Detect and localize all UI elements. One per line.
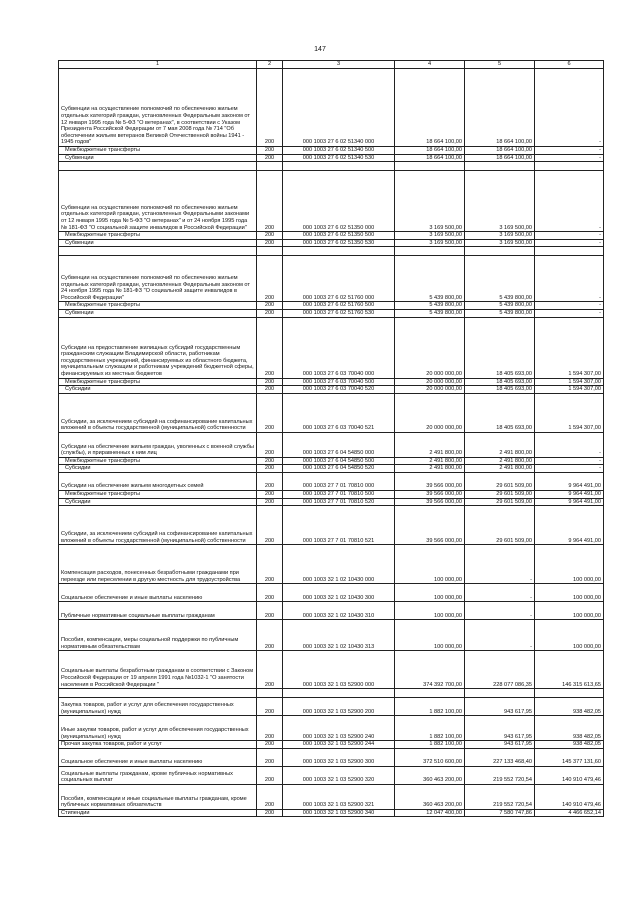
header-col-1: 1 <box>59 61 257 69</box>
row-executed: - <box>465 602 535 620</box>
row-executed: 18 664 100,00 <box>465 154 535 162</box>
row-approved: 20 000 000,00 <box>395 393 465 432</box>
row-budget-code: 000 1003 27 6 04 54850 000 <box>283 432 395 457</box>
row-executed: - <box>465 584 535 602</box>
row-approved: 18 664 100,00 <box>395 147 465 155</box>
row-code: 200 <box>257 766 283 784</box>
row-unexecuted: - <box>535 465 604 473</box>
row-executed: 5 439 800,00 <box>465 302 535 310</box>
row-approved <box>395 162 465 171</box>
row-name <box>59 689 257 698</box>
table-row <box>59 457 604 465</box>
row-approved: 12 047 400,00 <box>395 809 465 817</box>
row-budget-code <box>283 689 395 698</box>
row-executed: 18 405 693,00 <box>465 386 535 394</box>
row-code: 200 <box>257 784 283 809</box>
row-approved: 3 169 500,00 <box>395 171 465 232</box>
table-row <box>59 239 604 247</box>
row-unexecuted: - <box>535 154 604 162</box>
row-code: 200 <box>257 171 283 232</box>
row-unexecuted: - <box>535 309 604 317</box>
row-budget-code: 000 1003 27 6 02 51340 530 <box>283 154 395 162</box>
row-budget-code: 000 1003 27 6 02 51340 500 <box>283 147 395 155</box>
row-approved: 2 491 800,00 <box>395 457 465 465</box>
row-budget-code: 000 1003 27 6 03 70040 000 <box>283 317 395 378</box>
row-name: Субсидии, за исключением субсидий на софинансирование капитальных вложений в объекты государственной (муниципальной) собственности <box>59 506 257 545</box>
row-unexecuted: - <box>535 432 604 457</box>
row-unexecuted: 100 000,00 <box>535 620 604 651</box>
table-row <box>59 651 604 689</box>
table-row <box>59 766 604 784</box>
row-name: Субсидии <box>59 498 257 506</box>
table-row <box>59 69 604 147</box>
row-unexecuted: 100 000,00 <box>535 545 604 584</box>
row-code: 200 <box>257 256 283 302</box>
row-name: Субсидии на предоставление жилищных субсидий государственным гражданским служащим Владимирской области, работникам государственных учреждений, финансируемых из областного бюджета, муниципальным служащим и работникам учреждений бюджетной сферы, финансируемых из местных бюджетов <box>59 317 257 378</box>
row-executed: 219 552 720,54 <box>465 766 535 784</box>
row-code: 200 <box>257 741 283 749</box>
table-row <box>59 716 604 741</box>
row-executed <box>465 247 535 256</box>
table-row <box>59 232 604 240</box>
row-executed: 2 491 800,00 <box>465 465 535 473</box>
row-approved: 18 664 100,00 <box>395 154 465 162</box>
table-body <box>59 69 604 817</box>
row-approved: 374 392 700,00 <box>395 651 465 689</box>
table-row <box>59 317 604 378</box>
row-code: 200 <box>257 620 283 651</box>
table-row <box>59 741 604 749</box>
row-code: 200 <box>257 651 283 689</box>
row-code: 200 <box>257 317 283 378</box>
row-budget-code: 000 1003 32 1 03 52900 240 <box>283 716 395 741</box>
row-name: Субсидии <box>59 386 257 394</box>
row-budget-code: 000 1003 32 1 03 52900 200 <box>283 698 395 716</box>
spacer-row <box>59 689 604 698</box>
row-budget-code: 000 1003 27 6 02 51760 000 <box>283 256 395 302</box>
row-code: 200 <box>257 147 283 155</box>
row-executed: 29 601 509,00 <box>465 498 535 506</box>
row-code <box>257 689 283 698</box>
row-budget-code: 000 1003 32 1 03 52900 244 <box>283 741 395 749</box>
row-approved <box>395 247 465 256</box>
row-unexecuted <box>535 689 604 698</box>
row-executed: 5 439 800,00 <box>465 256 535 302</box>
table-row <box>59 256 604 302</box>
row-executed: 3 169 500,00 <box>465 232 535 240</box>
row-unexecuted <box>535 247 604 256</box>
row-unexecuted: 145 377 131,60 <box>535 748 604 766</box>
row-name: Пособия, компенсации и иные социальные выплаты гражданам, кроме публичных нормативных обязательств <box>59 784 257 809</box>
row-budget-code: 000 1003 32 1 02 10430 000 <box>283 545 395 584</box>
row-approved: 39 566 000,00 <box>395 472 465 490</box>
row-name: Субсидии, за исключением субсидий на софинансирование капитальных вложений в объекты государственной (муниципальной) собственности <box>59 393 257 432</box>
row-code: 200 <box>257 69 283 147</box>
row-approved: 1 882 100,00 <box>395 716 465 741</box>
table-row <box>59 545 604 584</box>
row-unexecuted: 9 964 491,00 <box>535 506 604 545</box>
row-code: 200 <box>257 716 283 741</box>
row-executed: 18 405 693,00 <box>465 378 535 386</box>
row-name: Межбюджетные трансферты <box>59 378 257 386</box>
row-executed: 943 617,95 <box>465 698 535 716</box>
row-name: Субсидии на обеспечение жильем граждан, уволенных с военной службы (службы), и приравненных к ним лиц <box>59 432 257 457</box>
row-budget-code: 000 1003 27 7 01 70810 520 <box>283 498 395 506</box>
row-name: Публичные нормативные социальные выплаты гражданам <box>59 602 257 620</box>
row-code: 200 <box>257 378 283 386</box>
row-approved: 39 566 000,00 <box>395 490 465 498</box>
row-name: Социальные выплаты безработным гражданам в соответствии с Законом Российской Федерации от 19 апреля 1991 года №1032-1 "О занятости населения в Российской Федерации " <box>59 651 257 689</box>
row-budget-code: 000 1003 32 1 03 52900 300 <box>283 748 395 766</box>
page-number: 147 <box>314 46 326 53</box>
row-unexecuted: 1 594 307,00 <box>535 386 604 394</box>
table-row <box>59 378 604 386</box>
table-row <box>59 498 604 506</box>
row-code: 200 <box>257 498 283 506</box>
row-executed: 29 601 509,00 <box>465 490 535 498</box>
table-row <box>59 490 604 498</box>
row-budget-code: 000 1003 27 6 02 51340 000 <box>283 69 395 147</box>
row-executed <box>465 689 535 698</box>
row-unexecuted: 9 964 491,00 <box>535 472 604 490</box>
row-executed: 3 169 500,00 <box>465 239 535 247</box>
row-name: Субвенции на осуществление полномочий по обеспечению жильем отдельных категорий граждан, установленных Федеральным законом от 12 января 1995 года № 5-ФЗ "О ветеранах", в соответствии с Указом Президента Российской Федерации от 7 мая 2008 года № 714 "Об обеспечении жильем ветеранов Великой Отечественной войны 1941 - 1945 годов" <box>59 69 257 147</box>
row-unexecuted: - <box>535 256 604 302</box>
row-unexecuted: 938 482,05 <box>535 741 604 749</box>
row-unexecuted: 9 964 491,00 <box>535 490 604 498</box>
row-budget-code: 000 1003 27 7 01 70810 500 <box>283 490 395 498</box>
table-row <box>59 784 604 809</box>
row-code: 200 <box>257 698 283 716</box>
row-budget-code: 000 1003 27 6 02 51760 500 <box>283 302 395 310</box>
row-budget-code: 000 1003 32 1 03 52900 320 <box>283 766 395 784</box>
table-row <box>59 472 604 490</box>
table-row <box>59 393 604 432</box>
table-row <box>59 465 604 473</box>
row-budget-code: 000 1003 27 6 03 70040 521 <box>283 393 395 432</box>
header-col-5: 5 <box>465 61 535 69</box>
row-code: 200 <box>257 809 283 817</box>
row-approved: 20 000 000,00 <box>395 386 465 394</box>
row-budget-code: 000 1003 27 7 01 70810 000 <box>283 472 395 490</box>
table-row <box>59 620 604 651</box>
row-name: Субвенции <box>59 239 257 247</box>
row-code: 200 <box>257 472 283 490</box>
header-col-4: 4 <box>395 61 465 69</box>
row-unexecuted: 4 466 652,14 <box>535 809 604 817</box>
row-name: Социальное обеспечение и иные выплаты населению <box>59 748 257 766</box>
row-unexecuted: - <box>535 147 604 155</box>
row-executed: 943 617,95 <box>465 716 535 741</box>
row-budget-code: 000 1003 27 6 02 51350 500 <box>283 232 395 240</box>
row-executed: - <box>465 620 535 651</box>
table-row <box>59 432 604 457</box>
row-approved <box>395 689 465 698</box>
row-unexecuted <box>535 162 604 171</box>
row-code: 200 <box>257 465 283 473</box>
row-approved: 3 169 500,00 <box>395 239 465 247</box>
row-name: Субсидии <box>59 465 257 473</box>
row-name <box>59 162 257 171</box>
row-executed: 3 169 500,00 <box>465 171 535 232</box>
row-code: 200 <box>257 506 283 545</box>
table-row <box>59 386 604 394</box>
row-budget-code: 000 1003 32 1 02 10430 313 <box>283 620 395 651</box>
row-name: Пособия, компенсации, меры социальной поддержки по публичным нормативным обязательствам <box>59 620 257 651</box>
table-row <box>59 584 604 602</box>
spacer-row <box>59 162 604 171</box>
row-executed: 228 077 086,35 <box>465 651 535 689</box>
row-approved: 20 000 000,00 <box>395 317 465 378</box>
row-budget-code: 000 1003 27 6 02 51350 530 <box>283 239 395 247</box>
row-name: Межбюджетные трансферты <box>59 302 257 310</box>
row-code: 200 <box>257 602 283 620</box>
row-unexecuted: 1 594 307,00 <box>535 378 604 386</box>
row-approved: 100 000,00 <box>395 620 465 651</box>
row-approved: 5 439 800,00 <box>395 309 465 317</box>
row-approved: 5 439 800,00 <box>395 302 465 310</box>
row-executed: 227 133 468,40 <box>465 748 535 766</box>
row-budget-code: 000 1003 27 6 03 70040 520 <box>283 386 395 394</box>
row-unexecuted: - <box>535 171 604 232</box>
header-col-6: 6 <box>535 61 604 69</box>
table-row <box>59 809 604 817</box>
row-budget-code: 000 1003 32 1 03 52900 000 <box>283 651 395 689</box>
row-approved: 1 882 100,00 <box>395 698 465 716</box>
row-budget-code: 000 1003 27 6 04 54850 500 <box>283 457 395 465</box>
row-unexecuted: - <box>535 302 604 310</box>
row-code: 200 <box>257 309 283 317</box>
row-executed: 18 664 100,00 <box>465 69 535 147</box>
row-unexecuted: 9 964 491,00 <box>535 498 604 506</box>
row-executed: 29 601 509,00 <box>465 506 535 545</box>
row-approved: 39 566 000,00 <box>395 506 465 545</box>
row-code: 200 <box>257 545 283 584</box>
table-header-row <box>59 61 604 69</box>
row-approved: 100 000,00 <box>395 584 465 602</box>
row-budget-code: 000 1003 32 1 02 10430 300 <box>283 584 395 602</box>
row-unexecuted: - <box>535 232 604 240</box>
row-code <box>257 247 283 256</box>
row-unexecuted: - <box>535 457 604 465</box>
row-code: 200 <box>257 490 283 498</box>
row-approved: 3 169 500,00 <box>395 232 465 240</box>
row-name: Межбюджетные трансферты <box>59 457 257 465</box>
row-executed: 18 405 693,00 <box>465 393 535 432</box>
row-executed: 2 491 800,00 <box>465 457 535 465</box>
row-approved: 100 000,00 <box>395 602 465 620</box>
row-name: Субвенции на осуществление полномочий по обеспечению жильем отдельных категорий граждан, установленных Федеральными законами от 12 января 1995 года № 5-ФЗ "О ветеранах" и от 24 ноября 1995 года № 181-ФЗ "О социальной защите инвалидов в Российской Федерации" <box>59 171 257 232</box>
row-budget-code: 000 1003 27 6 04 54850 520 <box>283 465 395 473</box>
row-unexecuted: 140 910 479,46 <box>535 766 604 784</box>
row-name: Прочая закупка товаров, работ и услуг <box>59 741 257 749</box>
row-code: 200 <box>257 748 283 766</box>
row-name: Межбюджетные трансферты <box>59 147 257 155</box>
table-row <box>59 154 604 162</box>
table-row <box>59 698 604 716</box>
row-unexecuted: 100 000,00 <box>535 584 604 602</box>
row-code: 200 <box>257 457 283 465</box>
row-budget-code: 000 1003 27 6 03 70040 500 <box>283 378 395 386</box>
row-executed: 29 601 509,00 <box>465 472 535 490</box>
row-approved: 2 491 800,00 <box>395 465 465 473</box>
row-name: Субвенции на осуществление полномочий по обеспечению жильем отдельных категорий граждан, установленных Федеральным законом от 24 ноября 1995 года № 181-ФЗ "О социальной защите инвалидов в Российской Федерации" <box>59 256 257 302</box>
table-row <box>59 302 604 310</box>
row-executed: 5 439 800,00 <box>465 309 535 317</box>
row-budget-code: 000 1003 27 7 01 70810 521 <box>283 506 395 545</box>
row-name: Социальные выплаты гражданам, кроме публичных нормативных социальных выплат <box>59 766 257 784</box>
row-name: Субсидии на обеспечение жильем многодетных семей <box>59 472 257 490</box>
spacer-row <box>59 247 604 256</box>
row-executed <box>465 162 535 171</box>
table-row <box>59 506 604 545</box>
row-approved: 2 491 800,00 <box>395 432 465 457</box>
row-unexecuted: - <box>535 239 604 247</box>
row-executed: 7 580 747,86 <box>465 809 535 817</box>
row-executed: 943 617,95 <box>465 741 535 749</box>
row-unexecuted: 1 594 307,00 <box>535 317 604 378</box>
row-unexecuted: 146 315 613,65 <box>535 651 604 689</box>
row-name: Межбюджетные трансферты <box>59 490 257 498</box>
row-approved: 20 000 000,00 <box>395 378 465 386</box>
row-code: 200 <box>257 584 283 602</box>
row-approved: 39 566 000,00 <box>395 498 465 506</box>
row-budget-code: 000 1003 32 1 02 10430 310 <box>283 602 395 620</box>
row-executed: 18 664 100,00 <box>465 147 535 155</box>
row-approved: 360 463 200,00 <box>395 784 465 809</box>
row-approved: 100 000,00 <box>395 545 465 584</box>
row-unexecuted: 140 910 479,46 <box>535 784 604 809</box>
table-row <box>59 309 604 317</box>
row-approved: 372 510 600,00 <box>395 748 465 766</box>
row-name: Закупка товаров, работ и услуг для обеспечения государственных (муниципальных) нужд <box>59 698 257 716</box>
row-code: 200 <box>257 232 283 240</box>
row-code: 200 <box>257 432 283 457</box>
row-code: 200 <box>257 154 283 162</box>
row-budget-code <box>283 247 395 256</box>
row-approved: 5 439 800,00 <box>395 256 465 302</box>
row-name: Субвенции <box>59 154 257 162</box>
row-code: 200 <box>257 386 283 394</box>
table-row <box>59 748 604 766</box>
row-code <box>257 162 283 171</box>
row-approved: 18 664 100,00 <box>395 69 465 147</box>
row-budget-code: 000 1003 27 6 02 51760 530 <box>283 309 395 317</box>
row-executed: 2 491 800,00 <box>465 432 535 457</box>
budget-execution-table <box>58 60 604 817</box>
row-name <box>59 247 257 256</box>
row-name: Стипендии <box>59 809 257 817</box>
row-code: 200 <box>257 393 283 432</box>
row-budget-code: 000 1003 32 1 03 52900 321 <box>283 784 395 809</box>
row-approved: 1 882 100,00 <box>395 741 465 749</box>
table-row <box>59 602 604 620</box>
row-unexecuted: - <box>535 69 604 147</box>
row-unexecuted: 1 594 307,00 <box>535 393 604 432</box>
row-unexecuted: 100 000,00 <box>535 602 604 620</box>
row-code: 200 <box>257 239 283 247</box>
row-name: Межбюджетные трансферты <box>59 232 257 240</box>
row-name: Компенсация расходов, понесенных безработными гражданами при переезде или переселении в другую местность для трудоустройства <box>59 545 257 584</box>
header-col-3: 3 <box>283 61 395 69</box>
row-budget-code: 000 1003 27 6 02 51350 000 <box>283 171 395 232</box>
row-unexecuted: 938 482,05 <box>535 716 604 741</box>
row-unexecuted: 938 482,05 <box>535 698 604 716</box>
table-row <box>59 147 604 155</box>
row-code: 200 <box>257 302 283 310</box>
row-budget-code: 000 1003 32 1 03 52900 340 <box>283 809 395 817</box>
table-row <box>59 171 604 232</box>
row-executed: 219 552 720,54 <box>465 784 535 809</box>
row-executed: - <box>465 545 535 584</box>
row-name: Иные закупки товаров, работ и услуг для обеспечения государственных (муниципальных) нужд <box>59 716 257 741</box>
row-executed: 18 405 693,00 <box>465 317 535 378</box>
row-name: Социальное обеспечение и иные выплаты населению <box>59 584 257 602</box>
header-col-2: 2 <box>257 61 283 69</box>
row-approved: 360 463 200,00 <box>395 766 465 784</box>
row-name: Субвенции <box>59 309 257 317</box>
row-budget-code <box>283 162 395 171</box>
